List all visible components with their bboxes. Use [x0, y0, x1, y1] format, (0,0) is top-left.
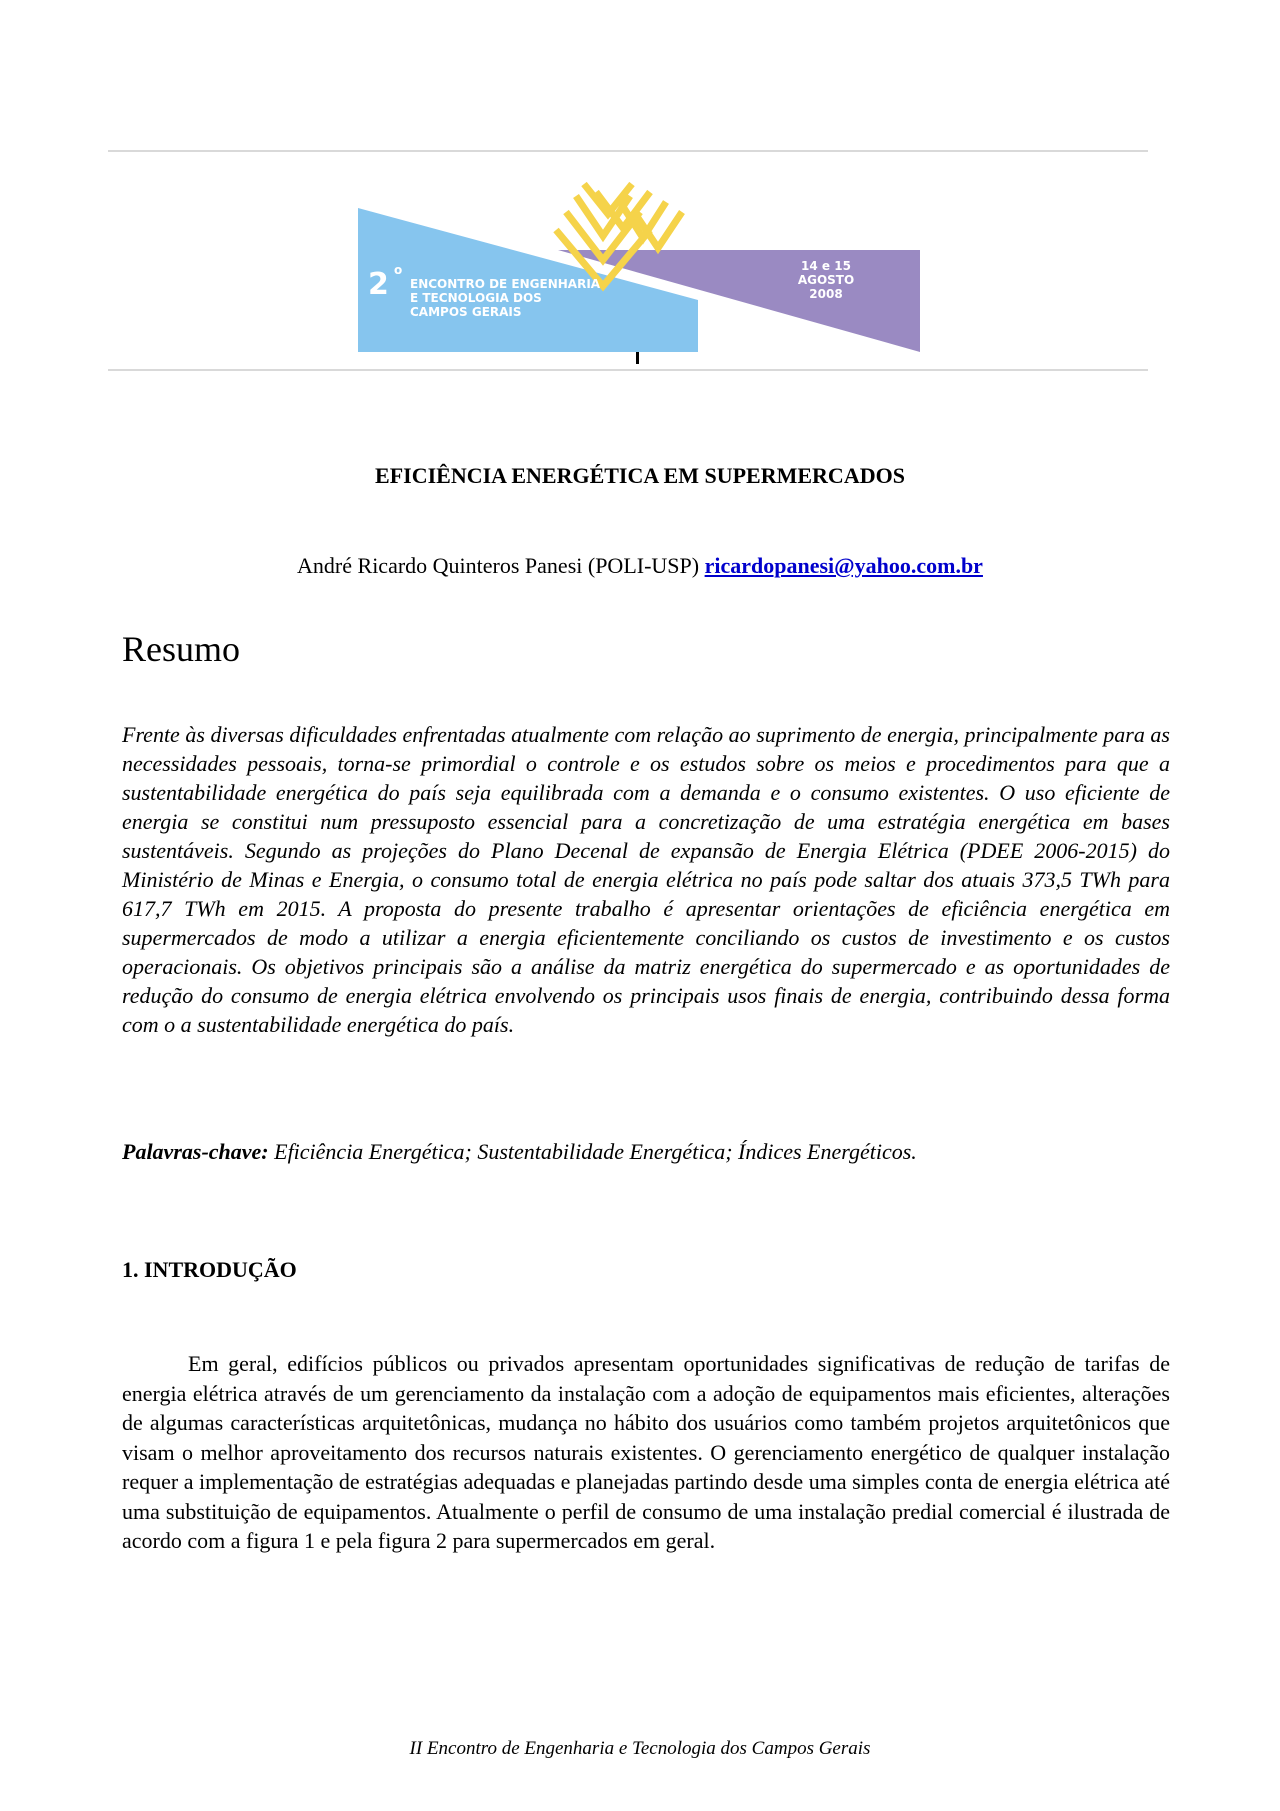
logo-line-3: CAMPOS GERAIS [410, 305, 522, 319]
header-top-rule [108, 150, 1148, 152]
logo-edition-sup: o [394, 263, 403, 277]
paper-title: EFICIÊNCIA ENERGÉTICA EM SUPERMERCADOS [375, 463, 905, 488]
logo-tick-mark [636, 352, 639, 364]
author-email-link[interactable]: ricardopanesi@yahoo.com.br [704, 553, 983, 578]
header-bottom-rule [108, 369, 1148, 371]
logo-date-1: 14 e 15 [801, 259, 851, 273]
keywords-text: Eficiência Energética; Sustentabilidade Energética; Índices Energéticos. [274, 1139, 917, 1164]
page-footer: II Encontro de Engenharia e Tecnologia dos Campos Gerais [409, 1738, 871, 1759]
logo-line-1: ENCONTRO DE ENGENHARIA [410, 277, 601, 291]
author-line [0, 553, 1280, 579]
author-name: André Ricardo Quinteros Panesi (POLI-USP) [297, 553, 700, 578]
keywords-label: Palavras-chave: [122, 1139, 269, 1164]
logo-date-2: AGOSTO [797, 273, 855, 287]
keywords-line [122, 1139, 1170, 1165]
section-heading-introduction: 1. INTRODUÇÃO [122, 1257, 297, 1282]
logo-edition: 2 [368, 267, 389, 302]
introduction-paragraph: Em geral, edifícios públicos ou privados apresentam oportunidades significativas de redução de tarifas de energia elétrica através de um gerenciamento da instalação com a adoção de equipamentos mais eficientes, alterações de algumas características arquitetônicas, mudança no hábito dos usuários como também projetos arquitetônicos que visam o melhor aproveitamento dos recursos naturais existentes. O gerenciamento energético de qualquer instalação requer a implementação de estratégias adequadas e planejadas partindo desde uma simples conta de energia elétrica até uma substituição de equipamentos. Atualmente o perfil de consumo de uma instalação predial comercial é ilustrada de acordo com a figura 1 e pela figura 2 para supermercados em geral. [122, 1351, 1170, 1553]
logo-line-2: E TECNOLOGIA DOS [410, 291, 542, 305]
abstract-heading: Resumo [122, 629, 241, 669]
logo-date-3: 2008 [809, 287, 843, 301]
conference-logo [358, 178, 920, 352]
abstract-text: Frente às diversas dificuldades enfrentadas atualmente com relação ao suprimento de energia, principalmente para as necessidades pessoais, torna-se primordial o controle e os estudos sobre os meios e procedimentos para que a sustentabilidade energética do país seja equilibrada com a demanda e o consumo existentes. O uso eficiente de energia se constitui num pressuposto essencial para a concretização de uma estratégia energética em bases sustentáveis. Segundo as projeções do Plano Decenal de expansão de Energia Elétrica (PDEE 2006-2015) do Ministério de Minas e Energia, o consumo total de energia elétrica no país pode saltar dos atuais 373,5 TWh para 617,7 TWh em 2015. A proposta do presente trabalho é apresentar orientações de eficiência energética em supermercados de modo a utilizar a energia eficientemente conciliando os custos de investimento e os custos operacionais. Os objetivos principais são a análise da matriz energética do supermercado e as oportunidades de redução do consumo de energia elétrica envolvendo os principais usos finais de energia, contribuindo dessa forma com o a sustentabilidade energética do país. [122, 722, 1170, 1037]
